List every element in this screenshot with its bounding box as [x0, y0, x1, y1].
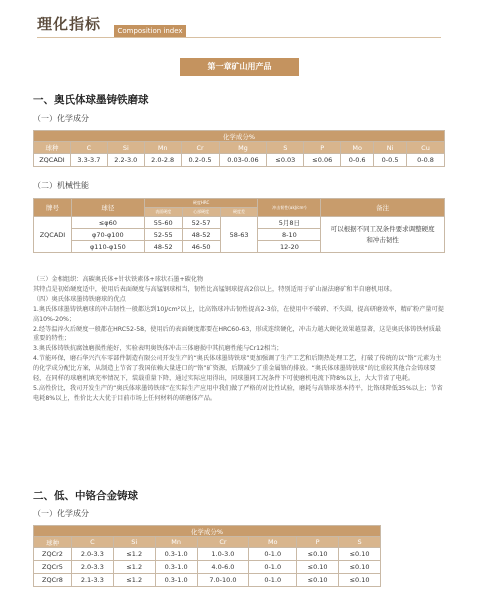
chem-table-1	[33, 130, 445, 167]
table-cell: 2.0-3.3	[71, 561, 113, 574]
paragraph: 2.经等温淬火后硬度一般都在HRC52-58，使用后的表面硬度都要在HRC60-63，形成连续硬化，冲击力越大硬化效果越显著，这是奥氏体铸铁材质最重要的特性；	[33, 325, 442, 343]
chem-header-cell: S	[339, 537, 381, 548]
table-cell: ≤1.2	[113, 561, 155, 574]
table-cell: 52-57	[182, 217, 220, 229]
chem-header-cell: 球种	[34, 537, 72, 548]
table-cell: 48-52	[182, 229, 220, 241]
mech-header-core: 心部硬度	[182, 208, 220, 217]
paragraph: （三）金相组织：高碳奥氏体+针状铁素体+球状石墨+碳化物	[33, 276, 204, 283]
mech-grade-cell: ZQCADI	[34, 217, 72, 253]
table-cell: 0-0.8	[407, 154, 445, 167]
table-cell: 48-52	[144, 241, 182, 253]
table-cell: 55-60	[144, 217, 182, 229]
table-row	[34, 561, 381, 574]
chem-header-cell: Mn	[144, 142, 181, 154]
table-cell: 0.03-0.06	[219, 154, 267, 167]
chem-header-cell: Si	[107, 142, 144, 154]
section1-body-text	[33, 275, 445, 404]
table-cell: ≤1.2	[113, 574, 155, 587]
chem-table-2	[33, 525, 381, 587]
table-cell: 0-0.6	[341, 154, 374, 167]
table-cell: φ110-φ150	[71, 241, 144, 253]
mech-header-surface: 表面硬度	[144, 208, 182, 217]
chem-header-cell: Si	[113, 537, 155, 548]
chem-header-cell: C	[71, 537, 113, 548]
chem-header-cell: Cr	[181, 142, 219, 154]
table-cell: ≤0.10	[339, 561, 381, 574]
table-cell: 0-1.0	[249, 561, 297, 574]
table-cell: ≤0.10	[339, 574, 381, 587]
chem-header-cell: Cr	[197, 537, 249, 548]
table-row	[34, 217, 445, 229]
table-cell: 12-20	[258, 241, 321, 253]
section1-title: 一、奥氏体球墨铸铁磨球	[33, 94, 149, 106]
table-cell: 52-55	[144, 229, 182, 241]
mech-header-hardness: 硬度HRC	[144, 199, 258, 208]
section1-sub-mech: （二）机械性能	[33, 181, 89, 190]
table-cell: 1.0-3.0	[197, 548, 249, 561]
table-cell: ≤0.03	[267, 154, 304, 167]
section1-sub-chem: （一）化学成分	[33, 114, 89, 123]
page-title: 理化指标	[37, 15, 102, 33]
chem-header-cell: Mo	[249, 537, 297, 548]
paragraph: 其特点是初始硬度适中，使用后表面硬度与高锰钢球相当，韧性比高锰钢球提高2倍以上，特别适用于矿山湿法磨矿和半自磨机用球。	[33, 285, 396, 293]
table-cell: ≤0.10	[297, 548, 339, 561]
header-badge: Composition index	[114, 25, 186, 37]
table-row	[34, 574, 381, 587]
table-cell: 0.3-1.0	[155, 561, 197, 574]
table-cell: 0.3-1.0	[155, 548, 197, 561]
chem-header-cell: Mn	[155, 537, 197, 548]
table-cell: 2.1-3.3	[71, 574, 113, 587]
paragraph: 1.奥氏体球墨铸铁磨球的冲击韧性一般都达到10J/cm²以上，比高铬球冲击韧性提高2-3倍，在使用中不破碎、不失圆，提高研磨效率，精矿粉产量可提高10%-20%；	[33, 305, 444, 323]
chem-header-cell: Ni	[374, 142, 407, 154]
table-cell: ≤0.10	[297, 561, 339, 574]
table-cell: ≤0.06	[304, 154, 341, 167]
chem-header-cell: P	[304, 142, 341, 154]
chem-header-cell: Cu	[407, 142, 445, 154]
table-cell: 4.0-6.0	[197, 561, 249, 574]
chem-header-cell: C	[70, 142, 107, 154]
header-divider	[37, 37, 441, 38]
section2-title: 二、低、中铬合金铸球	[33, 490, 138, 502]
table-cell: ZQCr8	[34, 574, 72, 587]
table-row	[34, 548, 381, 561]
chem-header-cell: S	[267, 142, 304, 154]
paragraph: 3.奥氏体铸铁抗腐蚀磨损性能好，实验表明奥铁体冲击三体磨损中其抗磨性能与Cr12相当；	[33, 345, 283, 353]
table-cell: 0-1.0	[249, 574, 297, 587]
table-cell: 46-50	[182, 241, 220, 253]
table-cell: 0-1.0	[249, 548, 297, 561]
table-cell: 3.3-3.7	[70, 154, 107, 167]
table-cell: ≤1.2	[113, 548, 155, 561]
table-cell: ≤0.10	[339, 548, 381, 561]
table-cell: 0-0.5	[374, 154, 407, 167]
mech-header-diameter: 球径	[71, 199, 144, 217]
mech-table	[33, 198, 445, 253]
table-cell: ZQCr2	[34, 548, 72, 561]
chapter-banner: 第一章矿山用产品	[180, 58, 299, 76]
mech-header-diff: 硬度差	[220, 208, 258, 217]
section2-sub-chem: （一）化学成分	[33, 509, 89, 518]
mech-header-impact: 冲击韧性(αkJ/cm²)	[258, 199, 321, 217]
paragraph: 4.节能环保，磨石华兴汽车零部件制造有限公司开发生产的“奥氏体球墨铸铁球”更加强调了生产工艺和后期热处理工艺，打破了传统的以“铬”元素为主的化学成分配比方案，从制造上节省了我国依赖大量进口的“铬”矿资源，后期减少了重金属铬的排放。“奥氏体球墨铸铁球”的比重较其他合金铸球要轻，在同样的球磨机填充率情况下，装载重量下降，通过实际应用得出，同球墨同工况条件下可使磨机电流下降8%以上，大大节省了电耗。	[33, 355, 442, 383]
paragraph: （四）奥氏体球墨铸铁磨球的优点	[33, 295, 126, 303]
chem-header-cell: P	[297, 537, 339, 548]
page-header	[0, 0, 478, 48]
table-row	[34, 154, 445, 167]
chem-group-header: 化学成分%	[34, 131, 445, 142]
chem-header-cell: Mo	[341, 142, 374, 154]
table-cell: 8-10	[258, 229, 321, 241]
chem-header-cell: 球种	[34, 142, 71, 154]
mech-diff-cell: 58-63	[220, 217, 258, 253]
mech-header-note: 备注	[321, 199, 445, 217]
table-cell: φ70-φ100	[71, 229, 144, 241]
table-cell: 0.3-1.0	[155, 574, 197, 587]
table-cell: 2.0-2.8	[144, 154, 181, 167]
table-cell: ≤φ60	[71, 217, 144, 229]
mech-note-cell: 可以根据不同工况条件要求调整硬度和冲击韧性	[321, 217, 445, 253]
table-cell: ZQCADI	[34, 154, 71, 167]
table-cell: ZQCr5	[34, 561, 72, 574]
table-cell: 0.2-0.5	[181, 154, 219, 167]
table-cell: ≤0.10	[297, 574, 339, 587]
paragraph: 5.高性价比，我司开发生产的“奥氏体球墨铸铁球”在实际生产应用中我们做了严格的对比性试验，磨耗与高铬球基本持平，比铬球降低35%以上；节省电耗8%以上，性价比大大优于目前市场上任何材料的研磨体产品。	[33, 384, 443, 402]
table-cell: 2.2-3.0	[107, 154, 144, 167]
chem-header-cell: Mg	[219, 142, 267, 154]
table-cell: 7.0-10.0	[197, 574, 249, 587]
chem-group-header: 化学成分%	[34, 526, 381, 537]
table-cell: 2.0-3.3	[71, 548, 113, 561]
table-cell: 5月8日	[258, 217, 321, 229]
mech-header-grade: 牌号	[34, 199, 72, 217]
